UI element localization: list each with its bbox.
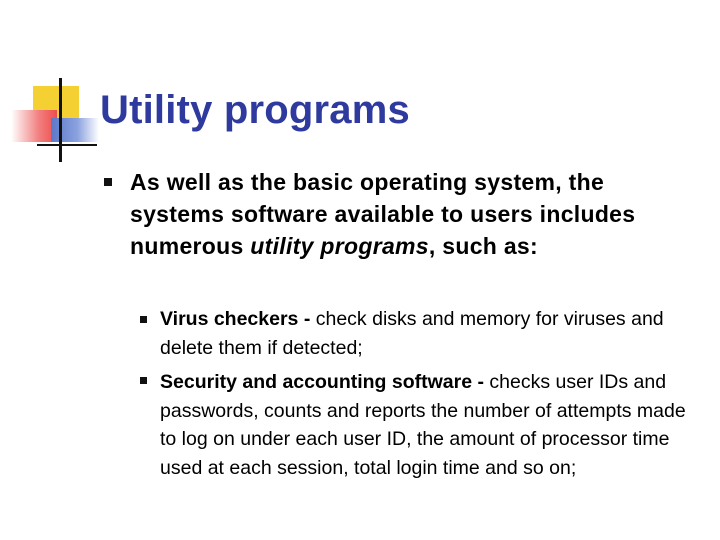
sub-bullet-item: [160, 368, 700, 482]
sub-bullet-square-icon: [140, 377, 147, 384]
main-bullet-text-end: , such as:: [428, 233, 538, 259]
bullet-square-icon: [104, 178, 112, 186]
main-bullet-text: [130, 166, 700, 262]
slide-title: Utility programs: [100, 88, 410, 132]
sub-bullet-description: checks user IDs and passwords, counts and reports the number of attempts made to log on under each user ID, the amount of processor time used at each session, total login time and so on;: [160, 371, 686, 479]
sub-bullet-item: [160, 305, 700, 362]
logo-horizontal-line: [37, 144, 97, 146]
sub-bullet-square-icon: [140, 316, 147, 323]
main-bullet-text-part: As well as the basic operating system, the systems software available to users includes numerous: [130, 169, 636, 259]
main-bullet-emphasis: utility programs: [250, 233, 429, 259]
sub-bullet-term: Security and accounting software -: [160, 371, 484, 393]
logo-vertical-line: [59, 78, 62, 162]
sub-bullet-description: check disks and memory for viruses and delete them if detected;: [160, 308, 664, 359]
decorative-logo: [0, 0, 110, 170]
sub-bullet-term: Virus checkers -: [160, 308, 311, 330]
